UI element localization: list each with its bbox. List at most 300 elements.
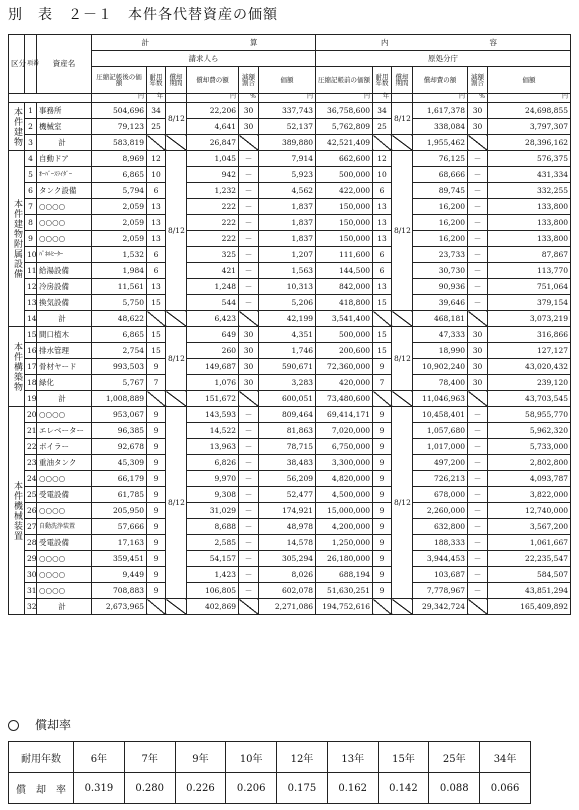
s-dep: 143,593 xyxy=(187,407,239,423)
g-val: 43,851,294 xyxy=(488,583,571,599)
g-gen: － xyxy=(468,503,488,519)
g-gen: 30 xyxy=(468,359,488,375)
table-row xyxy=(9,487,571,503)
g-gen: － xyxy=(468,247,488,263)
g-dep: 29,342,724 xyxy=(413,599,468,615)
s-gen: 30 xyxy=(239,343,259,359)
s-val: 52,477 xyxy=(259,487,316,503)
g-dep: 16,200 xyxy=(413,231,468,247)
asset-name: 冷房設備 xyxy=(37,279,92,295)
s-dep: 6,826 xyxy=(187,455,239,471)
row-number: 32 xyxy=(25,599,37,615)
diagonal-cell xyxy=(239,311,259,327)
diagonal-cell xyxy=(166,311,187,327)
asset-name: 自動ドア xyxy=(37,151,92,167)
s-years: 13 xyxy=(147,199,166,215)
diagonal-cell xyxy=(166,599,187,615)
g-price: 422,000 xyxy=(316,183,373,199)
table-row xyxy=(9,215,571,231)
s-years: 6 xyxy=(147,183,166,199)
s-gen: － xyxy=(239,263,259,279)
s-dep: 22,206 xyxy=(187,103,239,119)
s-price: 2,673,965 xyxy=(92,599,147,615)
g-years: 15 xyxy=(373,343,392,359)
s-years: 9 xyxy=(147,583,166,599)
s-gen: － xyxy=(239,567,259,583)
s-dep: 26,847 xyxy=(187,135,239,151)
s-val: 81,863 xyxy=(259,423,316,439)
g-price: 72,360,000 xyxy=(316,359,373,375)
g-gen: － xyxy=(468,183,488,199)
s-gen: － xyxy=(239,423,259,439)
table-row xyxy=(9,503,571,519)
g-price: 73,480,600 xyxy=(316,391,373,407)
s-val: 2,271,086 xyxy=(259,599,316,615)
s-val: 590,671 xyxy=(259,359,316,375)
s-gen: － xyxy=(239,583,259,599)
s-price: 57,666 xyxy=(92,519,147,535)
row-number: 22 xyxy=(25,439,37,455)
s-dep: 31,029 xyxy=(187,503,239,519)
s-price: 2,059 xyxy=(92,215,147,231)
diagonal-cell xyxy=(392,135,413,151)
s-gen: － xyxy=(239,503,259,519)
total-row xyxy=(9,135,571,151)
s-price: 11,561 xyxy=(92,279,147,295)
rate-year-cell: 13年 xyxy=(327,742,378,773)
row-number: 9 xyxy=(25,231,37,247)
table-row xyxy=(9,119,571,135)
s-years: 9 xyxy=(147,535,166,551)
g-price: 194,752,616 xyxy=(316,599,373,615)
g-val: 87,867 xyxy=(488,247,571,263)
diagonal-cell xyxy=(373,599,392,615)
s-price: 708,883 xyxy=(92,583,147,599)
header-g-gen: 減額割合 xyxy=(468,67,488,94)
s-price: 48,622 xyxy=(92,311,147,327)
asset-name: 事務所 xyxy=(37,103,92,119)
s-price: 61,785 xyxy=(92,487,147,503)
g-dep: 3,944,453 xyxy=(413,551,468,567)
s-dep: 8,688 xyxy=(187,519,239,535)
g-gen: － xyxy=(468,487,488,503)
g-dep: 1,057,680 xyxy=(413,423,468,439)
g-price: 200,600 xyxy=(316,343,373,359)
rate-value-cell: 0.319 xyxy=(74,773,125,804)
s-val: 1,207 xyxy=(259,247,316,263)
g-val: 316,866 xyxy=(488,327,571,343)
s-years: 9 xyxy=(147,567,166,583)
g-price: 662,600 xyxy=(316,151,373,167)
s-dep: 9,970 xyxy=(187,471,239,487)
s-period: 8/12 xyxy=(166,103,187,135)
asset-name: 計 xyxy=(37,391,92,407)
header-naiyou: 内 容 xyxy=(316,35,571,51)
g-years: 13 xyxy=(373,199,392,215)
table-row xyxy=(9,247,571,263)
g-gen: － xyxy=(468,407,488,423)
s-price: 8,969 xyxy=(92,151,147,167)
rate-year-cell: 7年 xyxy=(124,742,175,773)
g-val: 576,375 xyxy=(488,151,571,167)
s-dep: 13,963 xyxy=(187,439,239,455)
g-val: 584,507 xyxy=(488,567,571,583)
header-genshobun: 原処分庁 xyxy=(316,51,571,67)
s-years: 6 xyxy=(147,247,166,263)
g-dep: 103,687 xyxy=(413,567,468,583)
g-gen: 30 xyxy=(468,343,488,359)
g-years: 9 xyxy=(373,535,392,551)
row-number: 31 xyxy=(25,583,37,599)
s-gen: 30 xyxy=(239,119,259,135)
g-years: 9 xyxy=(373,407,392,423)
s-gen: － xyxy=(239,535,259,551)
g-val: 165,409,892 xyxy=(488,599,571,615)
s-val: 305,294 xyxy=(259,551,316,567)
g-price: 842,000 xyxy=(316,279,373,295)
row-number: 7 xyxy=(25,199,37,215)
s-years: 13 xyxy=(147,231,166,247)
header-g-dep: 償却費の額 xyxy=(413,67,468,94)
table-row xyxy=(9,327,571,343)
g-gen: － xyxy=(468,167,488,183)
s-years: 9 xyxy=(147,439,166,455)
diagonal-cell xyxy=(147,135,166,151)
s-years: 25 xyxy=(147,119,166,135)
table-row xyxy=(9,199,571,215)
g-dep: 47,333 xyxy=(413,327,468,343)
unit-label: 円 xyxy=(413,94,468,103)
g-price: 3,300,000 xyxy=(316,455,373,471)
g-dep: 16,200 xyxy=(413,215,468,231)
g-val: 12,740,000 xyxy=(488,503,571,519)
s-years: 9 xyxy=(147,423,166,439)
g-gen: 30 xyxy=(468,103,488,119)
g-price: 420,000 xyxy=(316,375,373,391)
s-val: 1,746 xyxy=(259,343,316,359)
header-g-price: 圧縮記帳前の価額 xyxy=(316,67,373,94)
g-price: 3,541,400 xyxy=(316,311,373,327)
g-dep: 11,046,963 xyxy=(413,391,468,407)
rate-value-cell: 0.175 xyxy=(277,773,328,804)
g-gen: 30 xyxy=(468,327,488,343)
g-dep: 68,666 xyxy=(413,167,468,183)
s-val: 5,206 xyxy=(259,295,316,311)
asset-name: エレベーター xyxy=(37,423,92,439)
table-row xyxy=(9,423,571,439)
table-row xyxy=(9,407,571,423)
unit-label: 円 xyxy=(187,94,239,103)
g-dep: 76,125 xyxy=(413,151,468,167)
s-price: 66,179 xyxy=(92,471,147,487)
g-val: 1,061,667 xyxy=(488,535,571,551)
s-dep: 106,805 xyxy=(187,583,239,599)
g-dep: 10,902,240 xyxy=(413,359,468,375)
unit-label: 円 xyxy=(92,94,147,103)
s-gen: － xyxy=(239,295,259,311)
g-val: 127,127 xyxy=(488,343,571,359)
row-number: 27 xyxy=(25,519,37,535)
s-price: 5,767 xyxy=(92,375,147,391)
s-gen: － xyxy=(239,151,259,167)
g-dep: 1,617,378 xyxy=(413,103,468,119)
s-years: 9 xyxy=(147,359,166,375)
s-val: 3,283 xyxy=(259,375,316,391)
s-dep: 151,672 xyxy=(187,391,239,407)
row-number: 26 xyxy=(25,503,37,519)
diagonal-cell xyxy=(147,391,166,407)
g-val: 133,800 xyxy=(488,199,571,215)
g-val: 2,802,800 xyxy=(488,455,571,471)
g-years: 15 xyxy=(373,327,392,343)
g-gen: － xyxy=(468,263,488,279)
rate-value-cell: 0.226 xyxy=(175,773,226,804)
g-years: 9 xyxy=(373,551,392,567)
unit-label: 年 xyxy=(147,94,166,103)
s-gen: － xyxy=(239,231,259,247)
unit-label: 年 xyxy=(373,94,392,103)
g-val: 133,800 xyxy=(488,215,571,231)
g-years: 6 xyxy=(373,183,392,199)
s-years: 15 xyxy=(147,327,166,343)
s-years: 9 xyxy=(147,551,166,567)
g-years: 9 xyxy=(373,487,392,503)
g-years: 9 xyxy=(373,583,392,599)
g-years: 9 xyxy=(373,439,392,455)
row-number: 19 xyxy=(25,391,37,407)
g-gen: － xyxy=(468,439,488,455)
g-gen: － xyxy=(468,519,488,535)
s-val: 56,209 xyxy=(259,471,316,487)
s-gen: － xyxy=(239,407,259,423)
header-s-period: 償却期間 xyxy=(166,67,187,94)
empty-cell xyxy=(166,94,187,103)
table-row xyxy=(9,375,571,391)
row-number: 21 xyxy=(25,423,37,439)
s-price: 1,984 xyxy=(92,263,147,279)
g-val: 751,064 xyxy=(488,279,571,295)
g-price: 69,414,171 xyxy=(316,407,373,423)
diagonal-cell xyxy=(373,311,392,327)
unit-label: % xyxy=(468,94,488,103)
g-gen: － xyxy=(468,215,488,231)
g-period: 8/12 xyxy=(392,407,413,599)
s-gen: 30 xyxy=(239,103,259,119)
g-val: 5,733,000 xyxy=(488,439,571,455)
rate-heading-text: 償却率 xyxy=(35,718,72,732)
s-val: 48,978 xyxy=(259,519,316,535)
table-row xyxy=(9,519,571,535)
g-price: 500,000 xyxy=(316,327,373,343)
rate-value-cell: 0.066 xyxy=(480,773,531,804)
s-val: 4,562 xyxy=(259,183,316,199)
s-price: 5,794 xyxy=(92,183,147,199)
g-dep: 16,200 xyxy=(413,199,468,215)
row-number: 28 xyxy=(25,535,37,551)
g-gen: － xyxy=(468,279,488,295)
s-gen: － xyxy=(239,487,259,503)
table-row xyxy=(9,535,571,551)
s-dep: 260 xyxy=(187,343,239,359)
g-price: 15,000,000 xyxy=(316,503,373,519)
rate-year-cell: 34年 xyxy=(480,742,531,773)
row-number: 17 xyxy=(25,359,37,375)
s-dep: 1,248 xyxy=(187,279,239,295)
s-dep: 9,308 xyxy=(187,487,239,503)
g-years: 10 xyxy=(373,167,392,183)
g-price: 6,750,000 xyxy=(316,439,373,455)
row-number: 20 xyxy=(25,407,37,423)
s-gen: － xyxy=(239,247,259,263)
empty-cell xyxy=(9,94,92,103)
g-price: 36,758,600 xyxy=(316,103,373,119)
g-price: 150,000 xyxy=(316,199,373,215)
row-number: 23 xyxy=(25,455,37,471)
unit-label: 円 xyxy=(488,94,571,103)
row-number: 18 xyxy=(25,375,37,391)
s-years: 6 xyxy=(147,263,166,279)
g-val: 28,396,162 xyxy=(488,135,571,151)
s-price: 2,059 xyxy=(92,199,147,215)
header-s-price: 圧縮記帳後の価額 xyxy=(92,67,147,94)
s-price: 504,696 xyxy=(92,103,147,119)
diagonal-cell xyxy=(166,135,187,151)
s-price: 993,503 xyxy=(92,359,147,375)
g-gen: － xyxy=(468,567,488,583)
s-years: 9 xyxy=(147,503,166,519)
table-row xyxy=(9,471,571,487)
g-years: 9 xyxy=(373,359,392,375)
table-row xyxy=(9,183,571,199)
asset-name: 機械室 xyxy=(37,119,92,135)
s-dep: 2,585 xyxy=(187,535,239,551)
g-gen: 30 xyxy=(468,375,488,391)
header-kubun: 区分 xyxy=(9,35,25,94)
g-price: 26,180,000 xyxy=(316,551,373,567)
g-price: 4,500,000 xyxy=(316,487,373,503)
asset-name: ○○○○ xyxy=(37,215,92,231)
table-row xyxy=(9,343,571,359)
asset-name: ○○○○ xyxy=(37,471,92,487)
s-val: 389,880 xyxy=(259,135,316,151)
s-years: 9 xyxy=(147,487,166,503)
asset-name: 受電設備 xyxy=(37,487,92,503)
g-gen: 30 xyxy=(468,119,488,135)
s-period: 8/12 xyxy=(166,327,187,391)
header-s-val: 価額 xyxy=(259,67,316,94)
g-years: 9 xyxy=(373,423,392,439)
g-val: 58,955,770 xyxy=(488,407,571,423)
rate-value-cell: 0.280 xyxy=(124,773,175,804)
header-keisan: 計 算 xyxy=(92,35,316,51)
diagonal-cell xyxy=(239,599,259,615)
diagonal-cell xyxy=(392,311,413,327)
g-dep: 1,017,000 xyxy=(413,439,468,455)
s-price: 2,059 xyxy=(92,231,147,247)
row-number: 1 xyxy=(25,103,37,119)
g-years: 13 xyxy=(373,215,392,231)
diagonal-cell xyxy=(468,599,488,615)
g-dep: 90,936 xyxy=(413,279,468,295)
s-gen: － xyxy=(239,471,259,487)
rate-year-cell: 12年 xyxy=(277,742,328,773)
asset-name: 緑化 xyxy=(37,375,92,391)
s-price: 9,449 xyxy=(92,567,147,583)
g-dep: 338,084 xyxy=(413,119,468,135)
s-gen: － xyxy=(239,551,259,567)
asset-name: ﾊﾟﾈﾙﾋｰﾀｰ xyxy=(37,247,92,263)
g-gen: － xyxy=(468,199,488,215)
total-row xyxy=(9,311,571,327)
g-price: 4,820,000 xyxy=(316,471,373,487)
s-val: 5,923 xyxy=(259,167,316,183)
s-price: 359,451 xyxy=(92,551,147,567)
rate-value-cell: 0.162 xyxy=(327,773,378,804)
asset-value-table xyxy=(8,34,571,615)
g-val: 332,255 xyxy=(488,183,571,199)
group-label: 本件建物附属設備 xyxy=(9,151,25,327)
s-years: 15 xyxy=(147,343,166,359)
s-gen: － xyxy=(239,167,259,183)
diagonal-cell xyxy=(468,391,488,407)
s-price: 79,123 xyxy=(92,119,147,135)
s-dep: 1,423 xyxy=(187,567,239,583)
diagonal-cell xyxy=(147,311,166,327)
g-gen: － xyxy=(468,535,488,551)
s-val: 600,051 xyxy=(259,391,316,407)
s-gen: 30 xyxy=(239,327,259,343)
g-dep: 18,990 xyxy=(413,343,468,359)
g-years: 6 xyxy=(373,263,392,279)
row-number: 2 xyxy=(25,119,37,135)
table-row xyxy=(9,103,571,119)
g-dep: 10,458,401 xyxy=(413,407,468,423)
asset-name: 給湯設備 xyxy=(37,263,92,279)
total-row xyxy=(9,391,571,407)
asset-name: 重油タンク xyxy=(37,455,92,471)
s-dep: 544 xyxy=(187,295,239,311)
g-val: 22,235,547 xyxy=(488,551,571,567)
asset-name: 計 xyxy=(37,311,92,327)
s-dep: 1,045 xyxy=(187,151,239,167)
s-val: 4,351 xyxy=(259,327,316,343)
row-number: 30 xyxy=(25,567,37,583)
s-dep: 4,641 xyxy=(187,119,239,135)
g-price: 4,200,000 xyxy=(316,519,373,535)
s-dep: 421 xyxy=(187,263,239,279)
s-period: 8/12 xyxy=(166,151,187,311)
table-row xyxy=(9,359,571,375)
g-price: 5,762,809 xyxy=(316,119,373,135)
table-row xyxy=(9,583,571,599)
asset-name: 間口植木 xyxy=(37,327,92,343)
rate-year-cell: 25年 xyxy=(429,742,480,773)
s-years: 13 xyxy=(147,279,166,295)
g-dep: 726,213 xyxy=(413,471,468,487)
g-years: 9 xyxy=(373,471,392,487)
asset-name: 骨材ヤード xyxy=(37,359,92,375)
g-dep: 188,333 xyxy=(413,535,468,551)
s-gen: 30 xyxy=(239,375,259,391)
g-val: 113,770 xyxy=(488,263,571,279)
g-price: 7,020,000 xyxy=(316,423,373,439)
row-number: 14 xyxy=(25,311,37,327)
table-row xyxy=(9,231,571,247)
row-number: 6 xyxy=(25,183,37,199)
s-years: 12 xyxy=(147,151,166,167)
g-dep: 468,181 xyxy=(413,311,468,327)
s-gen: 30 xyxy=(239,359,259,375)
